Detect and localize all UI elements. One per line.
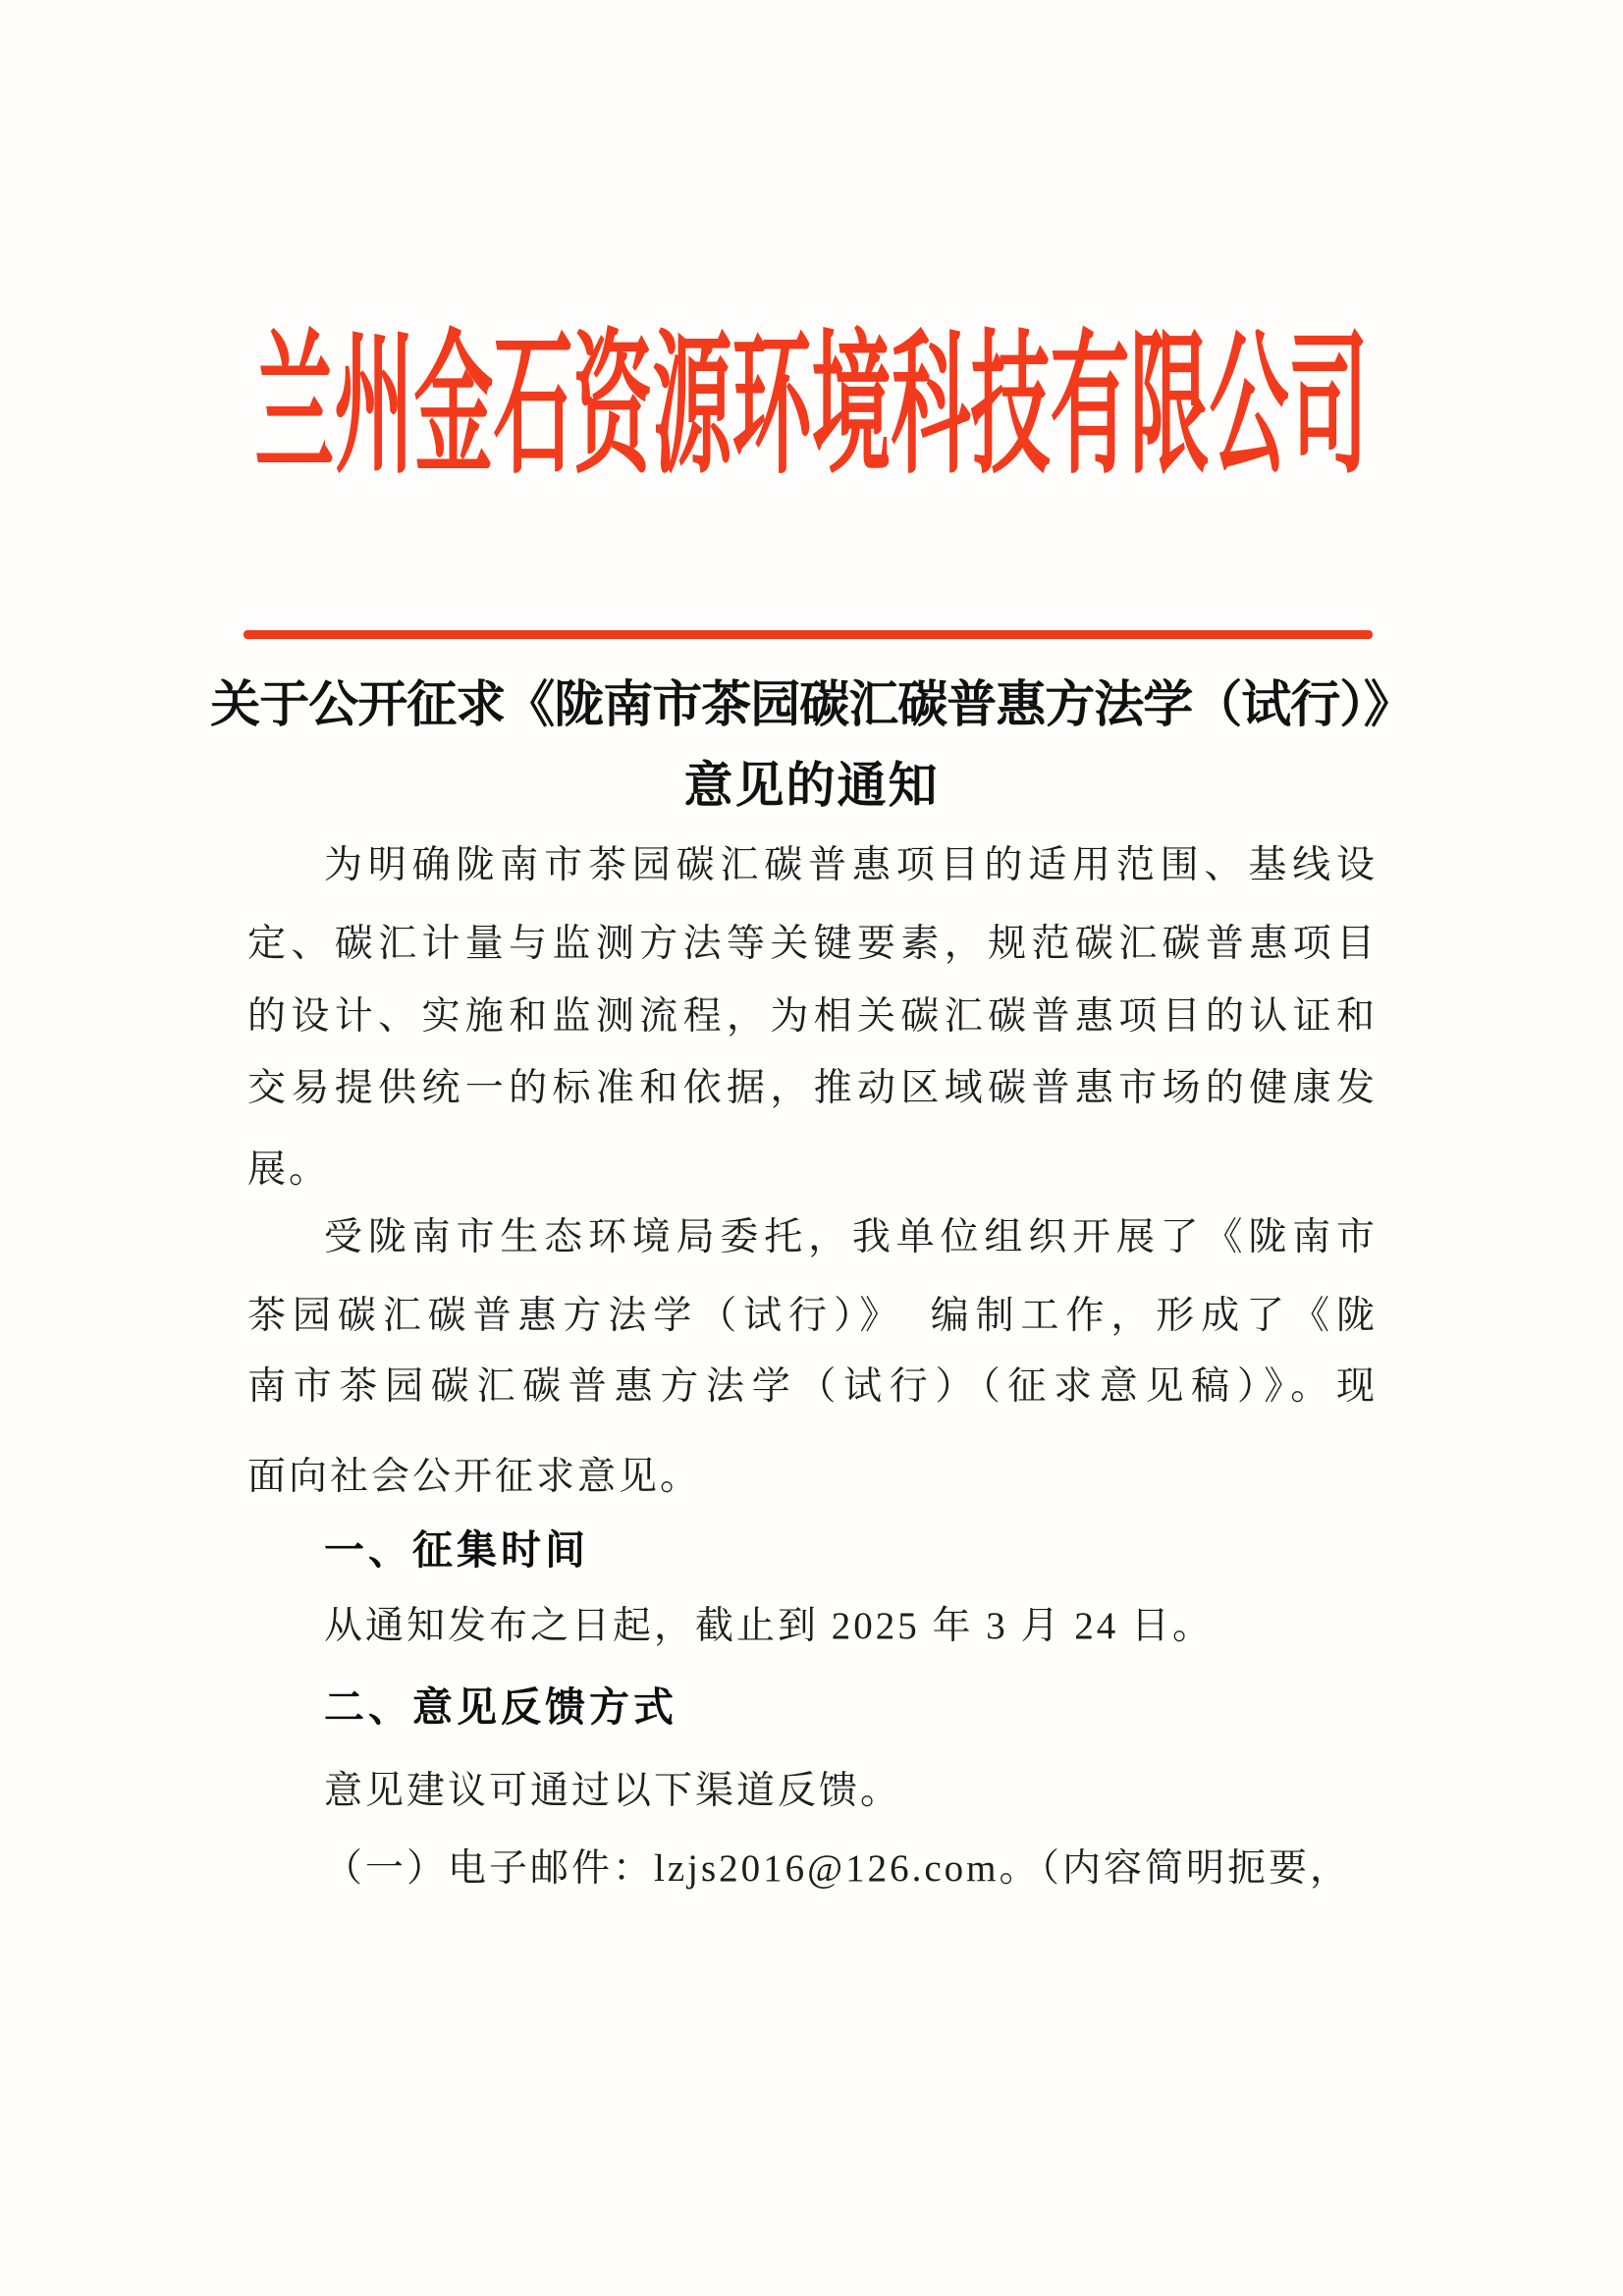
body-line-deadline: 从通知发布之日起，截止到 2025 年 3 月 24 日。 [324,1605,1215,1647]
body-line: 定、碳汇计量与监测方法等关键要素，规范碳汇碳普惠项目 [247,923,1375,965]
body-line: 的设计、实施和监测流程，为相关碳汇碳普惠项目的认证和 [247,995,1375,1038]
body-line: 意见建议可通过以下渠道反馈。 [324,1770,902,1812]
notice-title-line2: 意见的通知 [683,758,940,813]
body-line: 面向社会公开征求意见。 [247,1456,702,1498]
notice-title-line1: 关于公开征求《陇南市茶园碳汇碳普惠方法学（试行）》 [210,678,1413,733]
body-line: 茶园碳汇碳普惠方法学（试行）》 编制工作，形成了《陇 [247,1295,1375,1337]
body-line: 受陇南市生态环境局委托，我单位组织开展了《陇南市 [324,1216,1375,1258]
notice-body [247,0,1375,2296]
company-letterhead: 兰州金石资源环境科技有限公司 [254,322,1369,493]
section-heading-collection-time: 一、征集时间 [324,1527,589,1573]
body-line: 为明确陇南市茶园碳汇碳普惠项目的适用范围、基线设 [324,844,1375,886]
body-line: 交易提供统一的标准和依据，推动区域碳普惠市场的健康发 [247,1067,1375,1109]
body-line-email: （一）电子邮件：lzjs2016@126.com。（内容简明扼要， [324,1847,1351,1890]
body-line: 展。 [247,1148,331,1191]
body-line: 南市茶园碳汇碳普惠方法学（试行）（征求意见稿）》。现 [247,1365,1375,1408]
section-heading-feedback-method: 二、意见反馈方式 [324,1684,677,1730]
